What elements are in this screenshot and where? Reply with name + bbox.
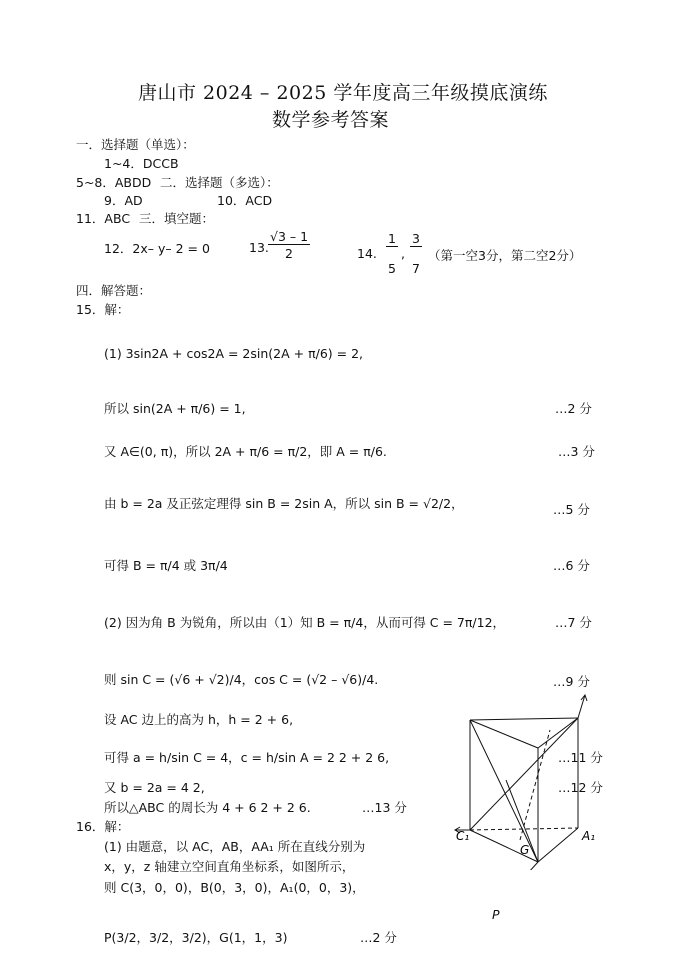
label-g: G	[520, 843, 530, 857]
q15-line: (2) 因为角 B 为锐角，所以由（1）知 B = π/4，从而可得 C = 7π/12，	[104, 615, 506, 630]
section2-heading: 二．选择题（多选）：	[160, 175, 279, 190]
answer-q12: 12．2x– y– 2 = 0	[104, 241, 210, 256]
q16-label: 16．解：	[76, 819, 130, 834]
score-mark: …3 分	[558, 444, 595, 459]
answer-q14-frac1-num: 1	[388, 231, 396, 246]
answers-1-4: 1~4．DCCB	[104, 156, 179, 171]
answer-q9: 9．AD	[104, 193, 143, 208]
q15-line: 又 b = 2a = 4 2,	[104, 780, 205, 795]
score-mark: …12 分	[558, 780, 603, 795]
page-title: 唐山市 2024 – 2025 学年度高三年级摸底演练	[138, 82, 548, 104]
score-mark: …2 分	[555, 401, 592, 416]
q15-label: 15．解：	[76, 302, 130, 317]
answer-q14-frac1-den: 5	[388, 261, 396, 276]
q15-line: 可得 B = π/4 或 3π/4	[104, 558, 228, 573]
q15-line: 设 AC 边上的高为 h，h = 2 + 6,	[104, 712, 294, 727]
q16-line: (1) 由题意，以 AC，AB，AA₁ 所在直线分别为	[104, 839, 366, 854]
answer-q11: 11．ABC	[76, 211, 131, 226]
answer-q14-note: （第一空3分，第二空2分）	[428, 248, 582, 263]
q15-line: 由 b = 2a 及正弦定理得 sin B = 2sin A，所以 sin B = √2/2，	[104, 496, 464, 511]
answer-q14-prefix: 14.	[357, 246, 377, 261]
answer-q14-frac2-num: 3	[412, 231, 420, 246]
q16-line: x，y，z 轴建立空间直角坐标系，如图所示，	[104, 859, 355, 874]
score-mark: …7 分	[555, 615, 592, 630]
q15-line: 则 sin C = (√6 + √2)/4，cos C = (√2 – √6)/4.	[104, 672, 379, 687]
section1-heading: 一．选择题（单选）：	[76, 137, 195, 152]
section4-heading: 四．解答题：	[76, 283, 152, 298]
prism-figure	[450, 690, 610, 870]
q15-line: 所以 sin(2A + π/6) = 1,	[104, 401, 246, 416]
score-mark: …2 分	[360, 930, 397, 945]
q15-line: 可得 a = h/sin C = 4，c = h/sin A = 2 2 + 2 6,	[104, 750, 390, 765]
q16-line: 则 C(3，0，0)，B(0，3，0)，A₁(0，0，3)，	[104, 880, 365, 895]
q15-line: (1) 3sin2A + cos2A = 2sin(2A + π/6) = 2,	[104, 346, 363, 361]
score-mark: …5 分	[553, 502, 590, 517]
answer-q14-frac2-den: 7	[412, 261, 420, 276]
score-mark: …11 分	[558, 750, 603, 765]
label-c1: C₁	[456, 829, 470, 843]
answer-q13-numerator: √3 – 1	[270, 229, 309, 244]
label-a1: A₁	[582, 829, 596, 843]
answer-q13-denominator: 2	[285, 246, 293, 261]
answer-q10: 10．ACD	[217, 193, 273, 208]
score-mark: …6 分	[553, 558, 590, 573]
score-mark: …13 分	[362, 800, 407, 815]
answers-5-8: 5~8．ABDD	[76, 175, 152, 190]
q15-line: 又 A∈(0, π)，所以 2A + π/6 = π/2，即 A = π/6.	[104, 444, 387, 459]
score-mark: …9 分	[553, 674, 590, 689]
q16-line: P(3/2，3/2，3/2)，G(1，1，3)	[104, 930, 288, 945]
q15-line: 所以△ABC 的周长为 4 + 6 2 + 2 6.	[104, 800, 311, 815]
comma: ,	[401, 246, 405, 261]
label-p: P	[492, 907, 500, 922]
section3-heading: 三．填空题：	[139, 211, 215, 226]
page-subtitle: 数学参考答案	[272, 109, 390, 131]
answer-q13-prefix: 13.	[249, 240, 269, 255]
